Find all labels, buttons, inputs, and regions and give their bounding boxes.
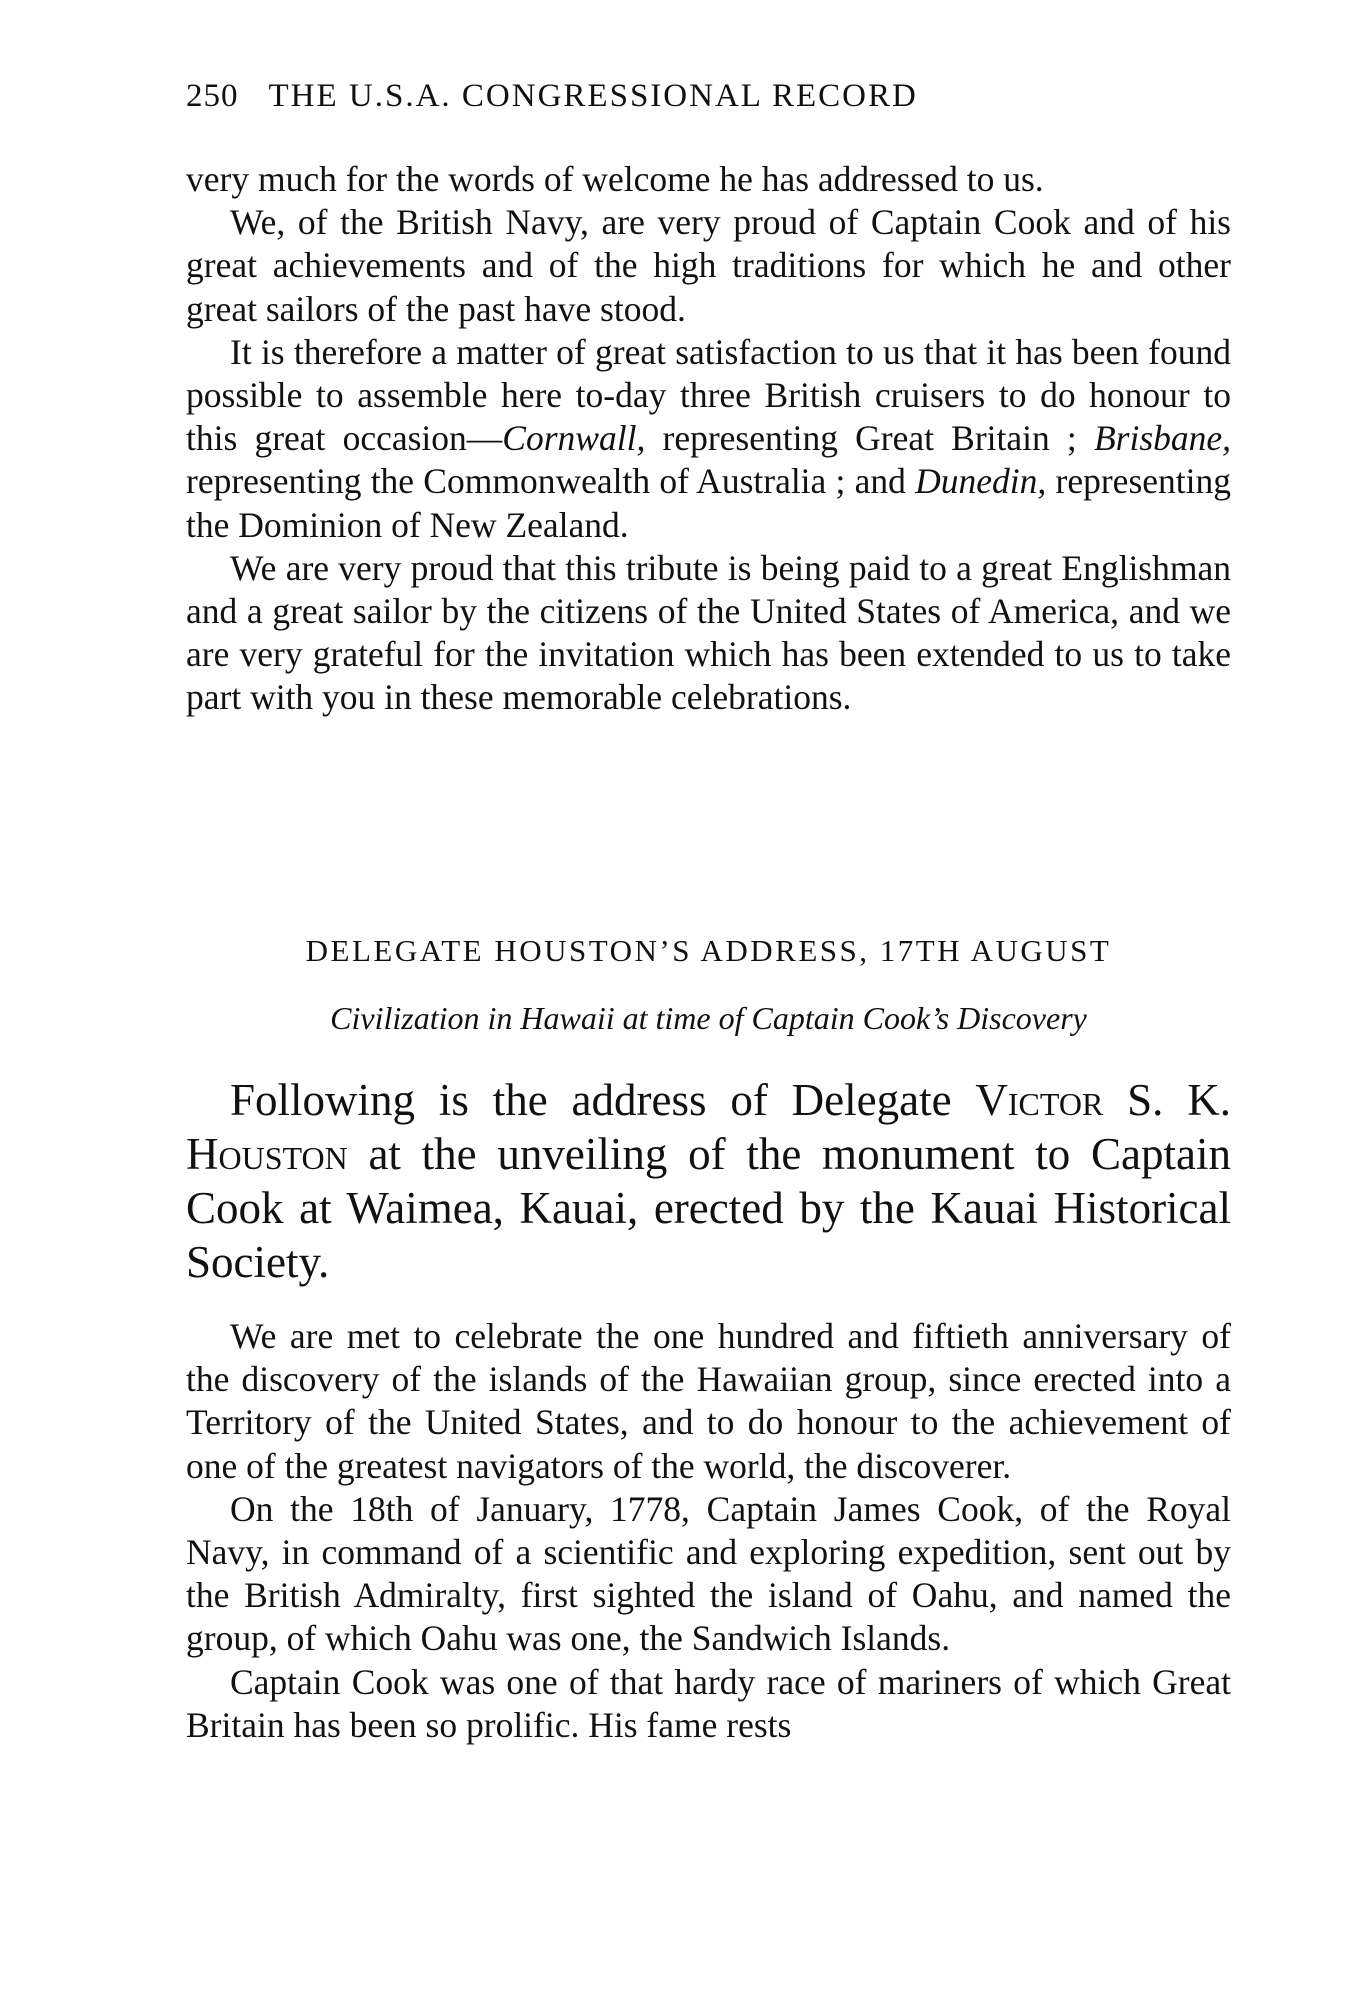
cruisers-text-b: representing Great Britain ; bbox=[645, 418, 1094, 459]
address-text-block bbox=[186, 1315, 1231, 1747]
ship-cornwall: Cornwall, bbox=[502, 418, 646, 459]
lead-paragraph bbox=[186, 1073, 1231, 1289]
page-number: 250 bbox=[186, 78, 239, 114]
top-text-block bbox=[186, 158, 1231, 720]
cruisers-text-d: representing the Dominion of New Zealand. bbox=[186, 461, 1231, 545]
cruisers-text-a: It is therefore a matter of great satisfaction to us that it has been found possible to assemble here to-day three British cruisers to do honour to this great occasion— bbox=[186, 331, 1231, 459]
paragraph-tribute: We are very proud that this tribute is being paid to a great Englishman and a great sailor by the citizens of the United States of America, and we are very grateful for the invitation which has been extended to us to take part with you in these memorable celebrations. bbox=[186, 547, 1231, 718]
paragraph-discovery-date: On the 18th of January, 1778, Captain James Cook, of the Royal Navy, in command of a scientific and exploring expedition, sent out by the British Admiralty, first sighted the island of Oahu, and named the group, of which Oahu was one, the Sandwich Islands. bbox=[186, 1488, 1231, 1659]
ship-dunedin: Dunedin, bbox=[915, 461, 1047, 502]
running-title: THE U.S.A. CONGRESSIONAL RECORD bbox=[268, 78, 918, 114]
section-subheading: Civilization in Hawaii at time of Captain Cook’s Discovery bbox=[330, 1000, 1087, 1036]
lead-text-b: at the unveiling of the monument to Captain Cook at Waimea, Kauai, erected by the Kauai Historical Society. bbox=[186, 1129, 1231, 1287]
paragraph-british-navy: We, of the British Navy, are very proud of Captain Cook and of his great achievements and of the high traditions for which he and other great sailors of the past have stood. bbox=[186, 202, 1231, 329]
section-heading: DELEGATE HOUSTON’S ADDRESS, 17TH AUGUST bbox=[305, 933, 1112, 968]
section-heading-block bbox=[186, 929, 1231, 973]
lead-text-a: Following is the address of Delegate bbox=[230, 1075, 976, 1125]
delegate-name: Victor S. K. Houston bbox=[186, 1075, 1231, 1179]
running-head bbox=[186, 78, 1231, 115]
ship-brisbane: Brisbane, bbox=[1093, 418, 1232, 459]
paragraph-continued: very much for the words of welcome he has addressed to us. bbox=[186, 159, 1044, 199]
paragraph-mariners: Captain Cook was one of that hardy race of mariners of which Great Britain has been so prolific. His fame rests bbox=[186, 1661, 1231, 1745]
lead-block bbox=[186, 1073, 1231, 1289]
paragraph-anniversary: We are met to celebrate the one hundred and fiftieth anniversary of the discovery of the islands of the Hawaiian group, since erected into a Territory of the United States, and to do honour to the achievement of one of the greatest navigators of the world, the discoverer. bbox=[186, 1316, 1231, 1486]
paragraph-cruisers bbox=[186, 331, 1231, 547]
cruisers-text-c: representing the Commonwealth of Australia ; and bbox=[186, 461, 916, 502]
